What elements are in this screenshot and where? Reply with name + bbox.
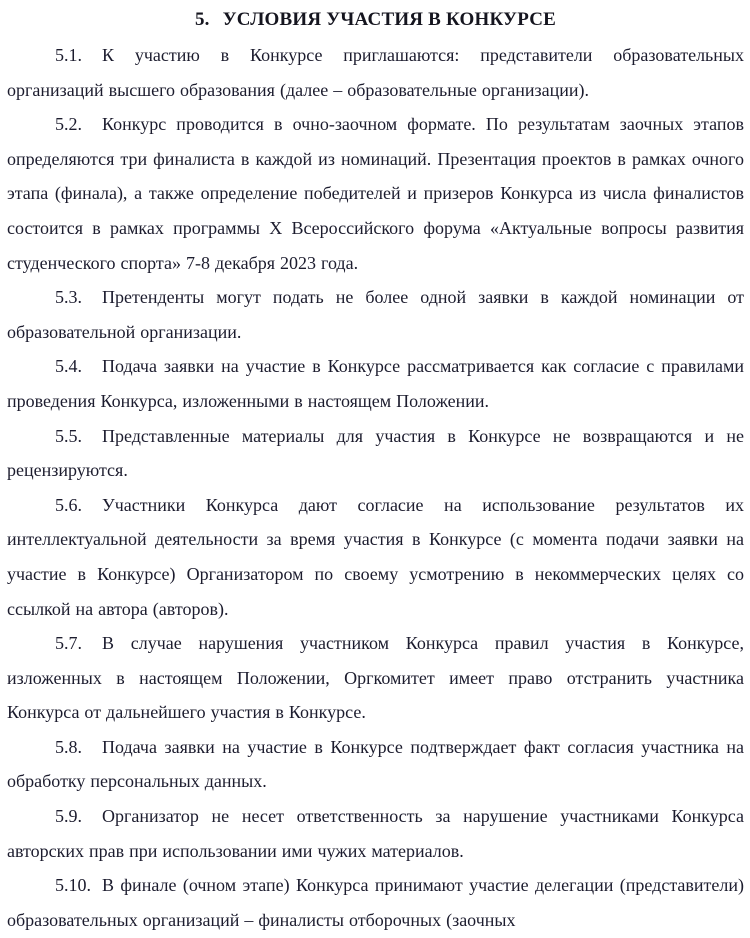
paragraph-text: Подача заявки на участие в Конкурсе рассматривается как согласие с правилами проведения Конкурса, изложенными в настоящем Положении. bbox=[7, 356, 744, 411]
paragraph-5-9 bbox=[7, 799, 744, 868]
paragraph-5-6 bbox=[7, 488, 744, 626]
paragraph-text: К участию в Конкурсе приглашаются: представители образовательных организаций высшего образования (далее – образовательные организации). bbox=[7, 45, 744, 100]
paragraphs bbox=[7, 38, 744, 937]
paragraph-number: 5.10. bbox=[55, 875, 91, 896]
paragraph-5-5 bbox=[7, 419, 744, 488]
paragraph-text: Конкурс проводится в очно-заочном формате. По результатам заочных этапов определяются три финалиста в каждой из номинаций. Презентация проектов в рамках очного этапа (финала), а также определение победителей и призеров Конкурса из числа финалистов состоится в рамках программы X Всероссийского форума «Актуальные вопросы развития студенческого спорта» 7-8 декабря 2023 года. bbox=[7, 114, 744, 273]
paragraph-5-10 bbox=[7, 868, 744, 937]
paragraph-5-2 bbox=[7, 107, 744, 280]
paragraph-number: 5.7. bbox=[55, 633, 82, 654]
paragraph-number: 5.9. bbox=[55, 806, 82, 827]
paragraph-number: 5.5. bbox=[55, 425, 82, 446]
paragraph-5-3 bbox=[7, 280, 744, 349]
paragraph-5-7 bbox=[7, 626, 744, 730]
paragraph-5-4 bbox=[7, 349, 744, 418]
section-heading bbox=[7, 6, 744, 33]
paragraph-text: Организатор не несет ответственность за нарушение участниками Конкурса авторских прав при использовании ими чужих материалов. bbox=[7, 806, 744, 861]
section-heading-title: УСЛОВИЯ УЧАСТИЯ В КОНКУРСЕ bbox=[222, 9, 557, 30]
paragraph-text: В случае нарушения участником Конкурса правил участия в Конкурсе, изложенных в настоящем Положении, Оргкомитет имеет право отстранить участника Конкурса от дальнейшего участия в Конкурсе. bbox=[7, 633, 744, 723]
paragraph-number: 5.3. bbox=[55, 287, 82, 308]
paragraph-number: 5.8. bbox=[55, 736, 82, 757]
paragraph-number: 5.4. bbox=[55, 356, 82, 377]
section-heading-number: 5. bbox=[194, 9, 210, 30]
paragraph-text: Претенденты могут подать не более одной заявки в каждой номинации от образовательной организации. bbox=[7, 287, 744, 342]
paragraph-number: 5.2. bbox=[55, 114, 82, 135]
paragraph-5-8 bbox=[7, 730, 744, 799]
paragraph-text: Подача заявки на участие в Конкурсе подтверждает факт согласия участника на обработку персональных данных. bbox=[7, 736, 744, 792]
paragraph-5-1 bbox=[7, 38, 744, 107]
paragraph-text: В финале (очном этапе) Конкурса принимают участие делегации (представители) образовательных организаций – финалисты отборочных (заочных bbox=[7, 875, 744, 930]
paragraph-number: 5.1. bbox=[55, 45, 82, 65]
paragraph-number: 5.6. bbox=[55, 494, 82, 515]
paragraph-text: Представленные материалы для участия в Конкурсе не возвращаются и не рецензируются. bbox=[7, 425, 744, 481]
paragraph-text: Участники Конкурса дают согласие на использование результатов их интеллектуальной деятельности за время участия в Конкурсе (с момента подачи заявки на участие в Конкурсе) Организатором по своему усмотрению в некоммерческих целях со ссылкой на автора (авторов). bbox=[7, 494, 744, 619]
